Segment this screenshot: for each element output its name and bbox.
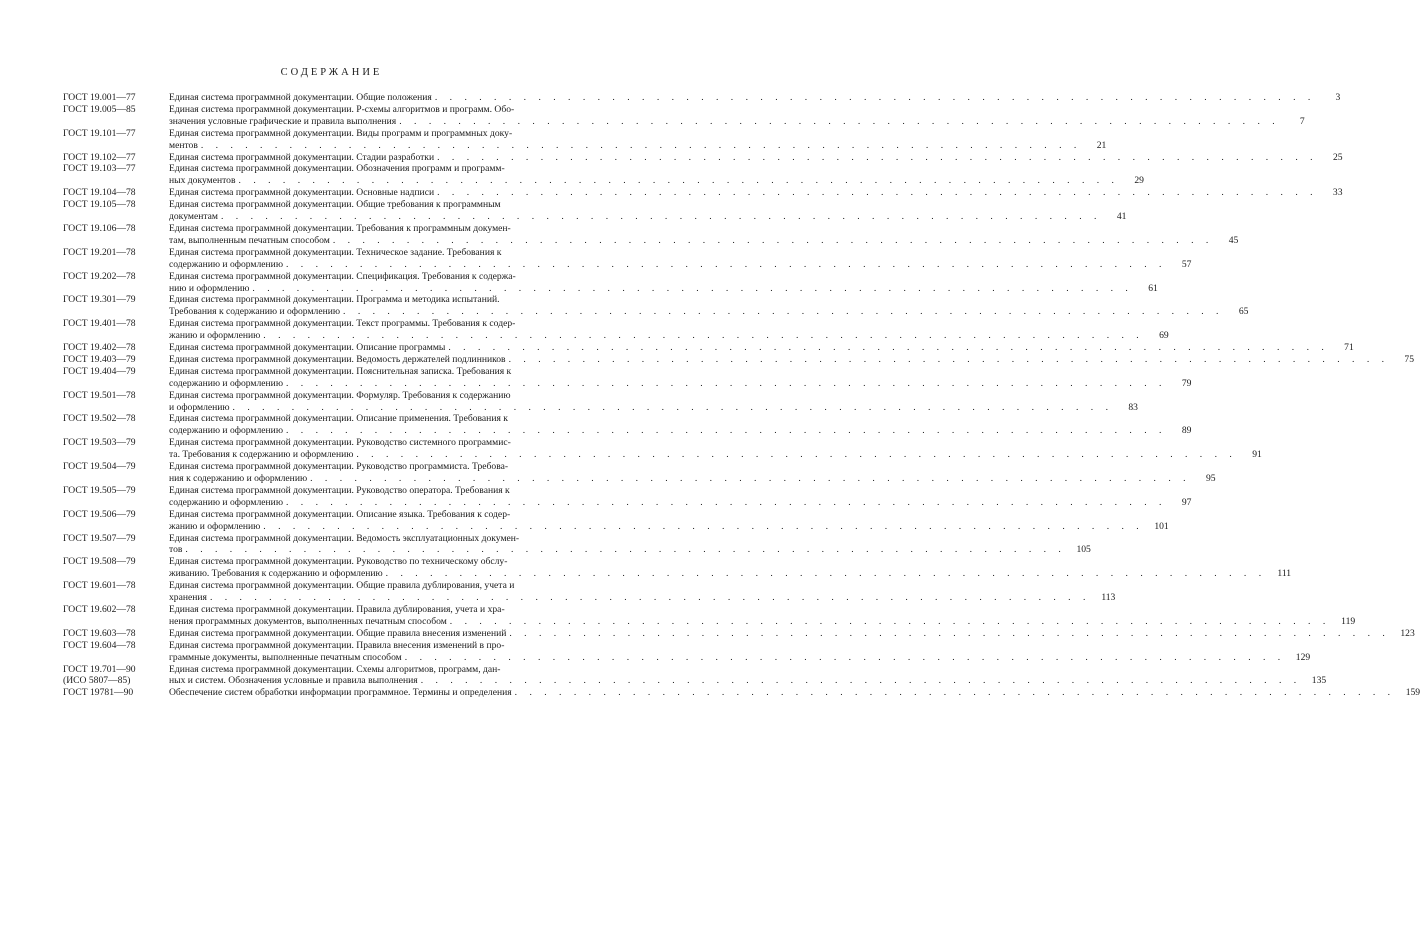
entry-title-line: содержанию и оформлению: [169, 377, 283, 389]
entry-title-line: там, выполненным печатным способом: [169, 234, 330, 246]
toc-entry: [63, 437, 1262, 461]
page-title: СОДЕРЖАНИЕ: [280, 67, 383, 78]
standard-code: ГОСТ 19.101—77: [63, 127, 136, 139]
entry-title: [169, 533, 1091, 557]
entry-title: [169, 163, 1144, 187]
dot-leader: . . . . . . . . . . . . . . . . . . . . . . . . . . . . . . . . . . . . . . . . . . . . . . . . . . . . . . . . . . . .: [404, 651, 1286, 663]
toc-entry: [63, 639, 1311, 664]
entry-title-line: Единая система программной документации. Ведомость эксплуатационных докумен-: [169, 532, 520, 544]
dot-leader: . . . . . . . . . . . . . . . . . . . . . . . . . . . . . . . . . . . . . . . . . . . . . . . . . . . . . . . . . . . .: [263, 330, 1144, 342]
page-number: 111: [1277, 568, 1292, 580]
entry-title-line: значения условные графические и правила выполнения: [169, 115, 397, 127]
entry-title-line: жанию и оформлению: [169, 520, 261, 532]
page-number: 29: [1134, 175, 1144, 187]
toc-entry: [63, 353, 1415, 366]
standard-code: ГОСТ 19.501—78: [63, 389, 136, 401]
page-number: 129: [1295, 651, 1311, 663]
standard-code: ГОСТ 19.507—79: [63, 532, 136, 544]
entry-title-line: содержанию и оформлению: [169, 496, 283, 508]
entry-title: [169, 152, 1343, 164]
entry-title-line: хранения: [169, 592, 207, 604]
dot-leader: . . . . . . . . . . . . . . . . . . . . . . . . . . . . . . . . . . . . . . . . . . . . . . . . . . . . . . . . . . . .: [285, 496, 1167, 508]
entry-title-line: Единая система программной документации. Ведомость держателей подлинников: [169, 353, 506, 365]
standard-code: ГОСТ 19.506—79: [63, 508, 136, 520]
entry-title-line: ния к содержанию и оформлению: [169, 473, 308, 484]
entry-title: [169, 354, 1414, 366]
entry-title-line: нения программных документов, выполненных печатным способом: [169, 615, 447, 627]
standard-code: ГОСТ 19.701—90 (ИСО 5807—85): [63, 663, 136, 687]
entry-title: [169, 187, 1343, 199]
page-number: 91: [1252, 449, 1262, 461]
standard-code: ГОСТ 19781—90: [63, 687, 134, 699]
standard-code: ГОСТ 19.103—77: [63, 163, 136, 175]
page-number: 113: [1101, 592, 1116, 604]
toc-entry: [63, 663, 1327, 688]
entry-title-line: Единая система программной документации. Общие требования к программным: [169, 199, 501, 211]
entry-title: [169, 687, 1420, 699]
toc-entry: [63, 151, 1343, 164]
dot-leader: . . . . . . . . . . . . . . . . . . . . . . . . . . . . . . . . . . . . . . . . . . . . . . . . . . . . . . . . . . . .: [449, 615, 1331, 627]
toc-entry: [63, 246, 1192, 271]
standard-code: ГОСТ 19.603—78: [63, 627, 136, 639]
toc-entry: [63, 127, 1107, 152]
entry-title-line: документам: [169, 211, 218, 223]
entry-title-line: тов: [169, 544, 183, 556]
dot-leader: . . . . . . . . . . . . . . . . . . . . . . . . . . . . . . . . . . . . . . . . . . . . . . . . . . . . . . . . . . . .: [356, 449, 1237, 461]
dot-leader: . . . . . . . . . . . . . . . . . . . . . . . . . . . . . . . . . . . . . . . . . . . . . . . . . . . . . . . . . . . .: [285, 377, 1167, 389]
page-number: 57: [1181, 258, 1192, 270]
entry-title: [169, 437, 1262, 461]
standard-code: ГОСТ 19.005—85: [63, 103, 136, 115]
dot-leader: . . . . . . . . . . . . . . . . . . . . . . . . . . . . . . . . . . . . . . . . . . . . . . . . . . . . . . . . . . . .: [252, 282, 1133, 294]
dot-leader: . . . . . . . . . . . . . . . . . . . . . . . . . . . . . . . . . . . . . . . . . . . . . . . . . . . . . . . . . . . .: [232, 401, 1113, 413]
entry-title: [169, 461, 1216, 485]
toc-entry: [63, 103, 1305, 128]
page-number: 101: [1154, 520, 1169, 532]
toc-entry: [63, 461, 1216, 485]
entry-title-line: Единая система программной документации. Виды программ и программных доку-: [169, 127, 513, 139]
dot-leader: . . . . . . . . . . . . . . . . . . . . . . . . . . . . . . . . . . . . . . . . . . . . . . . . . . . . . . . . . . . .: [437, 187, 1318, 199]
entry-title-line: Единая система программной документации. Основные надписи: [169, 187, 435, 199]
entry-title-line: Требования к содержанию и оформлению: [169, 306, 341, 318]
toc-entry: [63, 532, 1091, 557]
page-number: 3: [1335, 92, 1341, 103]
entry-title-line: Единая система программной документации. Программа и методика испытаний.: [169, 294, 500, 306]
standard-code: ГОСТ 19.403—79: [63, 353, 136, 365]
entry-title-line: жанию и оформлению: [169, 330, 261, 342]
dot-leader: . . . . . . . . . . . . . . . . . . . . . . . . . . . . . . . . . . . . . . . . . . . . . . . . . . . . . . . . . . . .: [448, 342, 1329, 354]
entry-title: [169, 199, 1126, 223]
page-number: 75: [1404, 353, 1415, 365]
entry-title-line: ных документов: [169, 175, 236, 187]
entry-title: [169, 604, 1355, 628]
dot-leader: . . . . . . . . . . . . . . . . . . . . . . . . . . . . . . . . . . . . . . . . . . . . . . . . . . . . . . . . . . . .: [310, 473, 1191, 484]
entry-title-line: ментов: [169, 139, 198, 151]
toc-entry: [63, 556, 1292, 580]
toc-entry: [63, 270, 1158, 295]
entry-title: [169, 664, 1326, 688]
entry-title-line: нию и оформлению: [169, 282, 250, 294]
dot-leader: . . . . . . . . . . . . . . . . . . . . . . . . . . . . . . . . . . . . . . . . . . . . . . . . . . . . . . . . . . . .: [238, 175, 1119, 187]
page-number: 135: [1311, 675, 1327, 687]
dot-leader: . . . . . . . . . . . . . . . . . . . . . . . . . . . . . . . . . . . . . . . . . . . . . . . . . . . . . . . . . . . .: [263, 520, 1144, 532]
entry-title-line: Единая система программной документации. Общие правила внесения изменений: [169, 627, 507, 639]
dot-leader: . . . . . . . . . . . . . . . . . . . . . . . . . . . . . . . . . . . . . . . . . . . . . . . . . . . . . . . . . . . .: [185, 544, 1066, 556]
entry-title: [169, 223, 1238, 247]
toc-entry: [63, 187, 1343, 199]
entry-title-line: живанию. Требования к содержанию и оформлению: [169, 568, 383, 580]
toc-entry: [63, 294, 1249, 318]
toc-entry: [63, 687, 1420, 699]
standard-code: ГОСТ 19.201—78: [63, 246, 136, 258]
toc-entry: [63, 342, 1354, 354]
toc-entry: [63, 484, 1192, 509]
table-of-contents: [63, 92, 1420, 699]
entry-title-line: содержанию и оформлению: [169, 258, 283, 270]
dot-leader: . . . . . . . . . . . . . . . . . . . . . . . . . . . . . . . . . . . . . . . . . . . . . . . . . . . . . . . . . . . .: [420, 675, 1302, 687]
dot-leader: . . . . . . . . . . . . . . . . . . . . . . . . . . . . . . . . . . . . . . . . . . . . . . . . . . . . . . . . . . . .: [385, 568, 1267, 580]
standard-code: ГОСТ 19.601—78: [63, 580, 136, 592]
toc-entry: [63, 627, 1415, 640]
toc-entry: [63, 222, 1239, 247]
page-number: 79: [1181, 377, 1192, 389]
entry-title-line: Единая система программной документации. Обозначения программ и программ-: [169, 163, 505, 175]
toc-entry: [63, 580, 1116, 604]
entry-title-line: Единая система программной документации. Техническое задание. Требования к: [169, 246, 502, 258]
page-number: 119: [1341, 615, 1356, 627]
page-number: 89: [1181, 425, 1192, 437]
entry-title: [169, 318, 1169, 342]
entry-title: [169, 509, 1169, 533]
entry-title: [169, 271, 1158, 295]
page-number: 95: [1205, 473, 1216, 484]
toc-entry: [63, 389, 1138, 414]
toc-entry: [63, 163, 1144, 187]
entry-title: [169, 640, 1310, 664]
dot-leader: . . . . . . . . . . . . . . . . . . . . . . . . . . . . . . . . . . . . . . . . . . . . . . . . . . . . . . . . . . . .: [209, 592, 1091, 604]
page-number: 69: [1159, 330, 1169, 342]
page-number: 61: [1148, 282, 1158, 294]
entry-title-line: Единая система программной документации. Текст программы. Требования к содер-: [169, 318, 516, 330]
standard-code: ГОСТ 19.301—79: [63, 294, 136, 306]
dot-leader: . . . . . . . . . . . . . . . . . . . . . . . . . . . . . . . . . . . . . . . . . . . . . . . . . . . . . . . . . . . .: [509, 627, 1390, 639]
entry-title: [169, 628, 1415, 640]
standard-code: ГОСТ 19.504—79: [63, 461, 136, 473]
page-number: 41: [1116, 211, 1127, 223]
toc-entry: [63, 413, 1192, 437]
entry-title-line: Единая система программной документации. Пояснительная записка. Требования к: [169, 365, 512, 377]
entry-title: [169, 413, 1191, 437]
entry-title: [169, 342, 1354, 354]
standard-code: ГОСТ 19.505—79: [63, 484, 136, 496]
entry-title: [169, 128, 1106, 152]
page-number: 45: [1228, 234, 1239, 246]
page-number: 123: [1400, 627, 1415, 639]
page-number: 105: [1076, 544, 1091, 556]
standard-code: ГОСТ 19.001—77: [63, 92, 136, 103]
standard-code: ГОСТ 19.102—77: [63, 151, 136, 163]
dot-leader: . . . . . . . . . . . . . . . . . . . . . . . . . . . . . . . . . . . . . . . . . . . . . . . . . . . . . . . . . . . .: [434, 92, 1316, 103]
standard-code: ГОСТ 19.508—79: [63, 556, 136, 568]
toc-entry: [63, 365, 1192, 390]
entry-title-line: Единая система программной документации. Общие положения: [169, 92, 432, 103]
page-number: 21: [1096, 139, 1107, 151]
standard-code: ГОСТ 19.602—78: [63, 603, 136, 615]
dot-leader: . . . . . . . . . . . . . . . . . . . . . . . . . . . . . . . . . . . . . . . . . . . . . . . . . . . . . . . . . . . .: [220, 211, 1102, 223]
toc-entry: [63, 603, 1356, 628]
standard-code: ГОСТ 19.106—78: [63, 222, 136, 234]
page-number: 97: [1181, 496, 1192, 508]
toc-entry: [63, 199, 1127, 223]
entry-title-line: Единая система программной документации. Руководство оператора. Требования к: [169, 484, 510, 496]
dot-leader: . . . . . . . . . . . . . . . . . . . . . . . . . . . . . . . . . . . . . . . . . . . . . . . . . . . . . . . . . . . .: [285, 425, 1167, 437]
entry-title: [169, 104, 1305, 128]
entry-title: [169, 294, 1248, 318]
page-number: 83: [1128, 401, 1138, 413]
entry-title-line: Единая система программной документации. Общие правила дублирования, учета и: [169, 580, 515, 592]
page-number: 25: [1332, 151, 1343, 163]
entry-title-line: Единая система программной документации. Требования к программным докумен-: [169, 222, 511, 234]
dot-leader: . . . . . . . . . . . . . . . . . . . . . . . . . . . . . . . . . . . . . . . . . . . . . . . . . . . . . . . . . . . .: [514, 687, 1396, 699]
entry-title: [169, 247, 1191, 271]
entry-title: [169, 92, 1340, 104]
entry-title-line: Единая система программной документации. Стадии разработки: [169, 151, 435, 163]
entry-title-line: та. Требования к содержанию и оформлению: [169, 449, 354, 461]
standard-code: ГОСТ 19.503—79: [63, 437, 136, 449]
toc-entry: [63, 318, 1169, 342]
standard-code: ГОСТ 19.104—78: [63, 187, 136, 199]
entry-title-line: ных и систем. Обозначения условные и правила выполнения: [169, 675, 418, 687]
standard-code: ГОСТ 19.404—79: [63, 365, 136, 377]
entry-title: [169, 485, 1191, 509]
page-number: 159: [1405, 687, 1420, 699]
standard-code: ГОСТ 19.502—78: [63, 413, 136, 425]
page-number: 7: [1299, 115, 1305, 127]
page-number: 65: [1238, 306, 1249, 318]
dot-leader: . . . . . . . . . . . . . . . . . . . . . . . . . . . . . . . . . . . . . . . . . . . . . . . . . . . . . . . . . . . .: [200, 139, 1082, 151]
entry-title: [169, 556, 1291, 580]
standard-code: ГОСТ 19.604—78: [63, 639, 136, 651]
dot-leader: . . . . . . . . . . . . . . . . . . . . . . . . . . . . . . . . . . . . . . . . . . . . . . . . . . . . . . . . . . . .: [285, 258, 1167, 270]
entry-title: [169, 390, 1138, 414]
entry-title: [169, 366, 1191, 390]
entry-title-line: Единая система программной документации. Описание языка. Требования к содер-: [169, 508, 511, 520]
page-number: 33: [1332, 187, 1343, 199]
entry-title-line: Единая система программной документации. Описание программы: [169, 342, 446, 354]
entry-title-line: Единая система программной документации. Описание применения. Требования к: [169, 413, 508, 425]
entry-title-line: Единая система программной документации. Правила дублирования, учета и хра-: [169, 603, 505, 615]
dot-leader: . . . . . . . . . . . . . . . . . . . . . . . . . . . . . . . . . . . . . . . . . . . . . . . . . . . . . . . . . . . .: [399, 115, 1280, 127]
entry-title-line: граммные документы, выполненные печатным способом: [169, 651, 402, 663]
entry-title-line: содержанию и оформлению: [169, 425, 283, 437]
toc-entry: [63, 92, 1341, 104]
entry-title-line: Единая система программной документации. Руководство системного программис-: [169, 437, 511, 449]
entry-title: [169, 580, 1115, 604]
entry-title-line: Единая система программной документации. Формуляр. Требования к содержанию: [169, 389, 511, 401]
entry-title-line: Единая система программной документации. Спецификация. Требования к содержа-: [169, 270, 516, 282]
toc-entry: [63, 508, 1169, 533]
entry-title-line: Единая система программной документации. Руководство программиста. Требова-: [169, 461, 509, 473]
dot-leader: . . . . . . . . . . . . . . . . . . . . . . . . . . . . . . . . . . . . . . . . . . . . . . . . . . . . . . . . . . . .: [332, 234, 1214, 246]
standard-code: ГОСТ 19.401—78: [63, 318, 136, 330]
entry-title-line: Единая система программной документации. Р-схемы алгоритмов и программ. Обо-: [169, 103, 515, 115]
entry-title-line: Единая система программной документации. Схемы алгоритмов, программ, дан-: [169, 663, 501, 675]
entry-title-line: Обеспечение систем обработки информации программное. Термины и определения: [169, 687, 512, 699]
dot-leader: . . . . . . . . . . . . . . . . . . . . . . . . . . . . . . . . . . . . . . . . . . . . . . . . . . . . . . . . . . . .: [343, 306, 1224, 318]
page-number: 71: [1344, 342, 1354, 354]
dot-leader: . . . . . . . . . . . . . . . . . . . . . . . . . . . . . . . . . . . . . . . . . . . . . . . . . . . . . . . . . . . .: [437, 151, 1318, 163]
dot-leader: . . . . . . . . . . . . . . . . . . . . . . . . . . . . . . . . . . . . . . . . . . . . . . . . . . . . . . . . . . . .: [508, 353, 1390, 365]
standard-code: ГОСТ 19.105—78: [63, 199, 136, 211]
standard-code: ГОСТ 19.202—78: [63, 270, 136, 282]
entry-title-line: Единая система программной документации. Руководство по техническому обслу-: [169, 556, 508, 568]
entry-title-line: Единая система программной документации. Правила внесения изменений в про-: [169, 639, 505, 651]
entry-title-line: и оформлению: [169, 401, 230, 413]
standard-code: ГОСТ 19.402—78: [63, 342, 136, 354]
